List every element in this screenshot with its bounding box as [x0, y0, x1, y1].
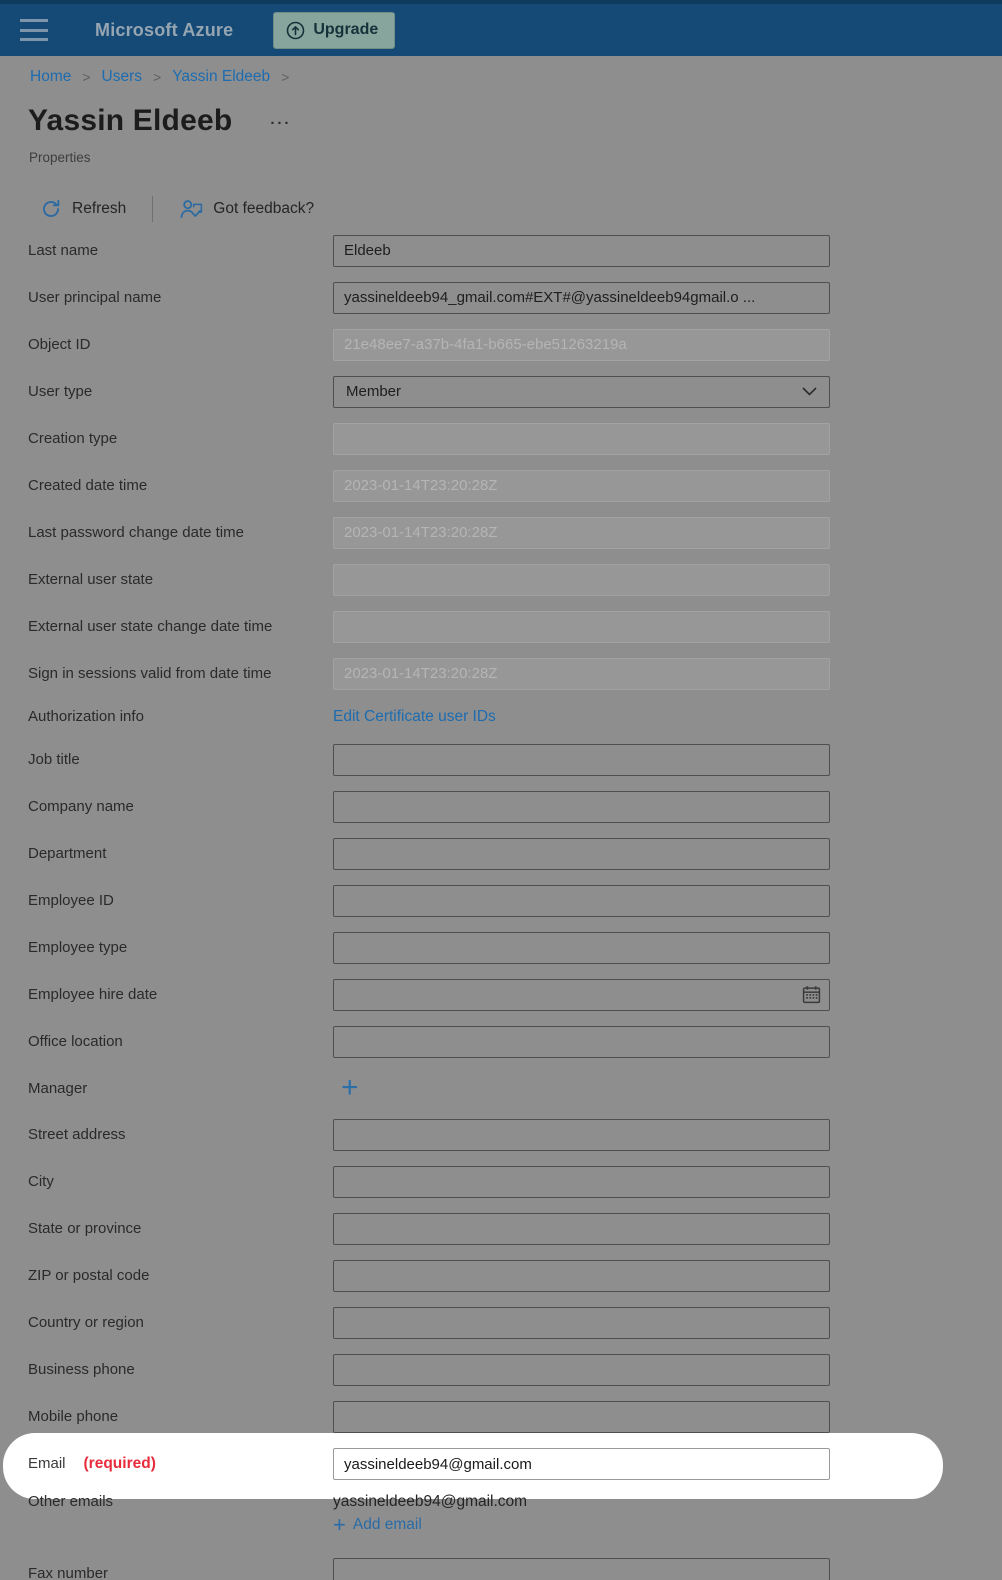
field-control-state-or-province: [333, 1213, 830, 1245]
form-row-creation-type: [0, 415, 1002, 462]
field-control-fax-number: [333, 1558, 830, 1580]
field-label-company-name: Company name: [28, 798, 134, 815]
field-control-user-type: [333, 376, 830, 408]
form-row-employee-id: [0, 877, 1002, 924]
field-label-sign-in-sessions-valid-from-date-time: Sign in sessions valid from date time: [28, 665, 272, 682]
field-control-last-name: [333, 235, 830, 267]
user-type-dropdown[interactable]: [333, 376, 830, 408]
field-control-other-emails: [333, 1493, 830, 1537]
form-row-other-emails: [0, 1488, 1002, 1550]
form-row-company-name: [0, 783, 1002, 830]
refresh-icon: [40, 198, 62, 220]
field-label-email: Email (required): [28, 1455, 156, 1472]
hamburger-menu-icon[interactable]: [20, 19, 50, 41]
upgrade-arrow-circle-icon: [286, 21, 305, 40]
business-phone-input[interactable]: [333, 1354, 830, 1386]
refresh-button[interactable]: [28, 198, 138, 220]
other-emails-block: [333, 1493, 528, 1537]
field-label-user-principal-name: User principal name: [28, 289, 162, 306]
form-row-employee-hire-date: [0, 971, 1002, 1018]
external-user-state-field: [333, 564, 830, 596]
calendar-icon[interactable]: [802, 985, 821, 1004]
field-label-mobile-phone: Mobile phone: [28, 1408, 119, 1425]
toolbar: [28, 192, 326, 226]
add-email-link[interactable]: [333, 1512, 527, 1537]
employee-hire-date-text-input[interactable]: [342, 981, 802, 1009]
form-row-user-type: [0, 368, 1002, 415]
form-row-job-title: [0, 736, 1002, 783]
office-location-input[interactable]: [333, 1026, 830, 1058]
field-control-employee-id: [333, 885, 830, 917]
form-row-external-user-state-change-date-time: [0, 603, 1002, 650]
form-row-user-principal-name: [0, 274, 1002, 321]
field-control-department: [333, 838, 830, 870]
mobile-phone-input[interactable]: [333, 1401, 830, 1433]
azure-topbar: [0, 0, 1002, 56]
field-control-city: [333, 1166, 830, 1198]
form-row-email: [0, 1440, 1002, 1488]
form-row-fax-number: [0, 1550, 1002, 1580]
user-principal-name-input[interactable]: [333, 282, 830, 314]
field-control-job-title: [333, 744, 830, 776]
street-address-input[interactable]: [333, 1119, 830, 1151]
object-id-field: [333, 329, 830, 361]
field-label-office-location: Office location: [28, 1033, 123, 1050]
breadcrumb-chevron-icon: >: [153, 69, 162, 85]
form-row-last-name: [0, 227, 1002, 274]
field-label-user-type: User type: [28, 383, 93, 400]
field-label-employee-type: Employee type: [28, 939, 128, 956]
external-user-state-change-date-time-field: [333, 611, 830, 643]
toolbar-divider: [152, 196, 153, 222]
employee-id-input[interactable]: [333, 885, 830, 917]
form-row-authorization-info: [0, 697, 1002, 736]
required-note: (required): [83, 1455, 156, 1472]
field-label-creation-type: Creation type: [28, 430, 118, 447]
field-control-sign-in-sessions-valid-from-date-time: [333, 658, 830, 690]
properties-form: [0, 227, 1002, 1580]
field-control-object-id: [333, 329, 830, 361]
upgrade-label: Upgrade: [313, 21, 379, 38]
state-or-province-input[interactable]: [333, 1213, 830, 1245]
add-email-label: Add email: [352, 1516, 422, 1533]
chevron-down-icon: [802, 387, 817, 396]
breadcrumb-link-home[interactable]: Home: [30, 68, 72, 85]
field-control-company-name: [333, 791, 830, 823]
country-or-region-input[interactable]: [333, 1307, 830, 1339]
form-row-sign-in-sessions-valid-from-date-time: [0, 650, 1002, 697]
got-feedback-button[interactable]: [167, 198, 326, 220]
field-label-external-user-state-change-date-time: External user state change date time: [28, 618, 273, 635]
field-control-business-phone: [333, 1354, 830, 1386]
last-password-change-date-time-field: [333, 517, 830, 549]
form-row-employee-type: [0, 924, 1002, 971]
feedback-label: Got feedback?: [213, 200, 315, 217]
city-input[interactable]: [333, 1166, 830, 1198]
field-label-created-date-time: Created date time: [28, 477, 148, 494]
form-row-business-phone: [0, 1346, 1002, 1393]
field-control-zip-or-postal-code: [333, 1260, 830, 1292]
form-row-external-user-state: [0, 556, 1002, 603]
field-label-object-id: Object ID: [28, 336, 91, 353]
form-row-country-or-region: [0, 1299, 1002, 1346]
field-label-street-address: Street address: [28, 1126, 126, 1143]
field-control-office-location: [333, 1026, 830, 1058]
field-label-last-name: Last name: [28, 242, 99, 259]
field-label-country-or-region: Country or region: [28, 1314, 144, 1331]
field-label-employee-id: Employee ID: [28, 892, 114, 909]
field-label-fax-number: Fax number: [28, 1565, 109, 1580]
company-name-input[interactable]: [333, 791, 830, 823]
breadcrumb-chevron-icon: >: [82, 69, 91, 85]
breadcrumb-link-users[interactable]: Users: [101, 68, 143, 85]
field-label-last-password-change-date-time: Last password change date time: [28, 524, 244, 541]
more-menu-icon[interactable]: ···: [270, 115, 292, 132]
employee-hire-date-input[interactable]: [333, 979, 830, 1011]
field-label-manager: Manager: [28, 1079, 88, 1097]
breadcrumb-chevron-icon: >: [281, 69, 290, 85]
field-label-department: Department: [28, 845, 107, 862]
hamburger-bar: [20, 38, 48, 41]
field-control-employee-hire-date: [333, 979, 830, 1011]
field-label-city: City: [28, 1173, 54, 1190]
last-name-input[interactable]: [333, 235, 830, 267]
field-control-email: [333, 1448, 830, 1480]
form-row-last-password-change-date-time: [0, 509, 1002, 556]
upgrade-button[interactable]: [273, 12, 395, 49]
field-label-employee-hire-date: Employee hire date: [28, 986, 158, 1003]
field-control-creation-type: [333, 423, 830, 455]
hamburger-bar: [20, 29, 48, 32]
form-row-created-date-time: [0, 462, 1002, 509]
job-title-input[interactable]: [333, 744, 830, 776]
fax-number-input[interactable]: [333, 1558, 830, 1580]
user-type-selected-value: Member: [346, 383, 402, 400]
creation-type-field: [333, 423, 830, 455]
field-label-other-emails: Other emails: [28, 1493, 114, 1510]
feedback-person-icon: [179, 198, 203, 220]
microsoft-azure-logo[interactable]: Microsoft Azure: [95, 19, 234, 40]
email-input[interactable]: [333, 1448, 830, 1480]
other-emails-value: yassineldeeb94@gmail.com: [333, 1493, 528, 1510]
add-manager-button[interactable]: +: [341, 1071, 359, 1104]
sign-in-sessions-valid-from-date-time-field: [333, 658, 830, 690]
refresh-label: Refresh: [72, 200, 127, 217]
field-control-country-or-region: [333, 1307, 830, 1339]
page-title: Yassin Eldeeb: [28, 104, 233, 137]
plus-icon: +: [333, 1512, 346, 1537]
form-row-state-or-province: [0, 1205, 1002, 1252]
field-control-manager: [333, 1071, 830, 1104]
form-row-manager: [0, 1065, 1002, 1111]
page-subtitle: Properties: [29, 150, 91, 165]
employee-type-input[interactable]: [333, 932, 830, 964]
field-control-employee-type: [333, 932, 830, 964]
title-row: [28, 104, 291, 138]
form-row-office-location: [0, 1018, 1002, 1065]
field-control-user-principal-name: [333, 282, 830, 314]
form-row-zip-or-postal-code: [0, 1252, 1002, 1299]
authorization-info-link[interactable]: Edit Certificate user IDs: [333, 707, 496, 725]
breadcrumb: [30, 68, 300, 86]
field-control-created-date-time: [333, 470, 830, 502]
form-row-mobile-phone: [0, 1393, 1002, 1440]
field-label-zip-or-postal-code: ZIP or postal code: [28, 1267, 150, 1284]
form-row-department: [0, 830, 1002, 877]
field-label-business-phone: Business phone: [28, 1361, 135, 1378]
field-label-job-title: Job title: [28, 751, 80, 768]
field-label-authorization-info: Authorization info: [28, 708, 144, 725]
field-control-last-password-change-date-time: [333, 517, 830, 549]
form-row-street-address: [0, 1111, 1002, 1158]
field-label-state-or-province: State or province: [28, 1220, 142, 1237]
field-control-mobile-phone: [333, 1401, 830, 1433]
field-label-external-user-state: External user state: [28, 571, 154, 588]
department-input[interactable]: [333, 838, 830, 870]
form-row-city: [0, 1158, 1002, 1205]
breadcrumb-link-yassin-eldeeb[interactable]: Yassin Eldeeb: [172, 68, 271, 85]
form-row-object-id: [0, 321, 1002, 368]
zip-or-postal-code-input[interactable]: [333, 1260, 830, 1292]
field-control-street-address: [333, 1119, 830, 1151]
field-control-authorization-info: [333, 708, 830, 726]
field-control-external-user-state: [333, 564, 830, 596]
hamburger-bar: [20, 19, 48, 22]
field-control-external-user-state-change-date-time: [333, 611, 830, 643]
created-date-time-field: [333, 470, 830, 502]
